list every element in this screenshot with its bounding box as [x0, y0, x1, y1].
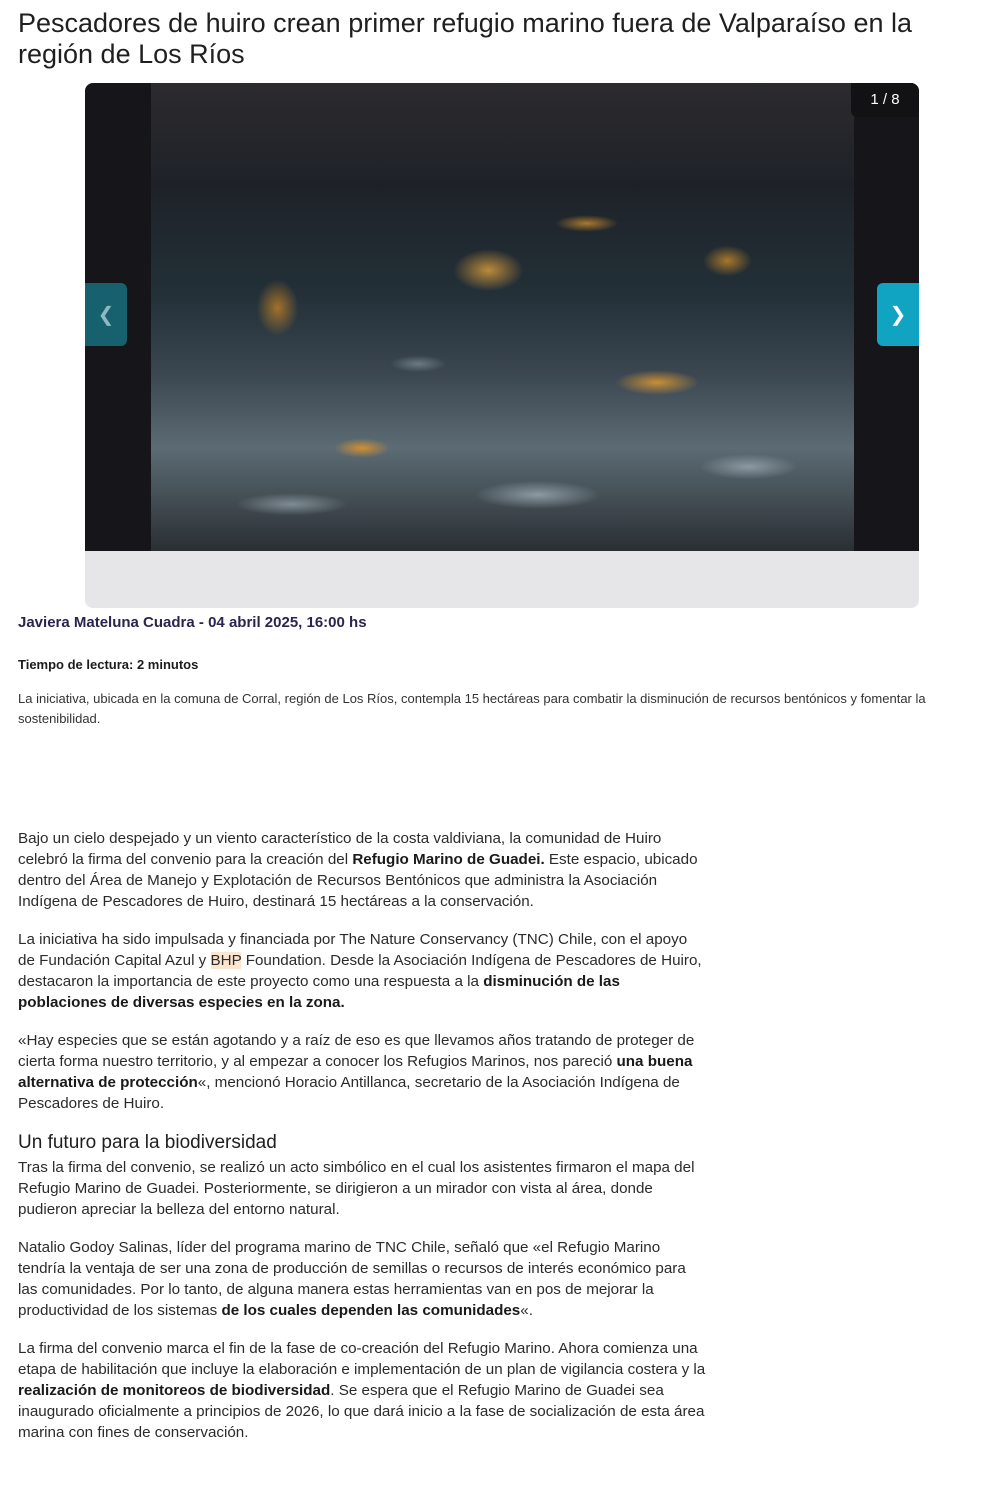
- paragraph-text: La firma del convenio marca el fin de la fase de co-creación del Refugio Marino. Ahora comienza una etapa de habilitación que incluye la elaboración e implementación de un plan de vigilancia costera y la: [18, 1340, 706, 1378]
- section-heading: Un futuro para la biodiversidad: [18, 1132, 277, 1153]
- body-paragraph: [18, 1237, 708, 1321]
- bold-text: una buena alternativa de protección: [18, 1053, 693, 1091]
- paragraph-text: Este espacio, ubicado dentro del Área de Manejo y Explotación de Recursos Bentónicos que administra la Asociación Indígena de Pescadores de Huiro, destinará 15 hectáreas a la conservación.: [18, 851, 698, 910]
- paragraph-text: . Se espera que el Refugio Marino de Guadei sea inaugurado oficialmente a principios de 2026, lo que dará inicio a la fase de socialización de esta área marina con fines de conservación.: [18, 1382, 705, 1441]
- gallery-stage: [85, 83, 919, 551]
- paragraph-text: Bajo un cielo despejado y un viento característico de la costa valdiviana, la comunidad de Huiro celebró la firma del convenio para la creación del: [18, 830, 662, 868]
- bold-text: disminución de las poblaciones de diversas especies en la zona.: [18, 973, 620, 1011]
- body-paragraph: [18, 1338, 708, 1443]
- gallery-photo[interactable]: [151, 83, 854, 551]
- gallery-prev-button[interactable]: [85, 283, 127, 346]
- body-paragraph: [18, 929, 708, 1013]
- article-body: [18, 828, 708, 1460]
- chevron-left-icon: ❮: [97, 302, 115, 326]
- bold-text: Refugio Marino de Guadei.: [352, 851, 545, 868]
- reading-time: Tiempo de lectura: 2 minutos: [18, 657, 199, 672]
- body-paragraph: [18, 828, 708, 912]
- article-lead: La iniciativa, ubicada en la comuna de Corral, región de Los Ríos, contempla 15 hectáreas para combatir la disminución de recursos bentónicos y fomentar la sostenibilidad.: [18, 691, 926, 726]
- chevron-right-icon: ❯: [889, 302, 907, 326]
- paragraph-text: «.: [520, 1302, 533, 1319]
- gallery-next-button[interactable]: [877, 283, 919, 346]
- paragraph-text: «, mencionó Horacio Antillanca, secretario de la Asociación Indígena de Pescadores de Huiro.: [18, 1074, 680, 1112]
- body-paragraph: Tras la firma del convenio, se realizó un acto simbólico en el cual los asistentes firmaron el mapa del Refugio Marino de Guadei. Posteriormente, se dirigieron a un mirador con vista al área, donde pudieron apreciar la belleza del entorno natural.: [18, 1159, 695, 1218]
- author-name[interactable]: Javiera Mateluna Cuadra: [18, 614, 195, 631]
- paragraph-text: Foundation. Desde la Asociación Indígena de Pescadores de Huiro, destacaron la importancia de este proyecto como una respuesta a la: [18, 952, 702, 990]
- publish-date: 04 abril 2025, 16:00 hs: [208, 614, 367, 631]
- article-title: Pescadores de huiro crean primer refugio marino fuera de Valparaíso en la región de Los Ríos: [18, 8, 912, 69]
- bold-text: realización de monitoreos de biodiversidad: [18, 1382, 331, 1399]
- gallery-counter: 1 / 8: [851, 83, 919, 117]
- paragraph-text: Natalio Godoy Salinas, líder del programa marino de TNC Chile, señaló que «el Refugio Marino tendría la ventaja de ser una zona de producción de semillas o recursos de interés económico para las comunidades. Por lo tanto, de alguna manera estas herramientas van en pos de mejorar la productividad de los sistemas: [18, 1239, 686, 1319]
- byline-separator: -: [194, 614, 209, 631]
- bold-text: de los cuales dependen las comunidades: [221, 1302, 521, 1319]
- image-gallery: [85, 83, 919, 608]
- highlighted-text: BHP: [210, 952, 242, 969]
- byline: [18, 614, 367, 631]
- body-paragraph: [18, 1030, 708, 1114]
- paragraph-text: «Hay especies que se están agotando y a raíz de eso es que llevamos años tratando de proteger de cierta forma nuestro territorio, y al empezar a conocer los Refugios Marinos, nos pareció: [18, 1032, 695, 1070]
- paragraph-text: La iniciativa ha sido impulsada y financiada por The Nature Conservancy (TNC) Chile, con el apoyo de Fundación Capital Azul y: [18, 931, 688, 969]
